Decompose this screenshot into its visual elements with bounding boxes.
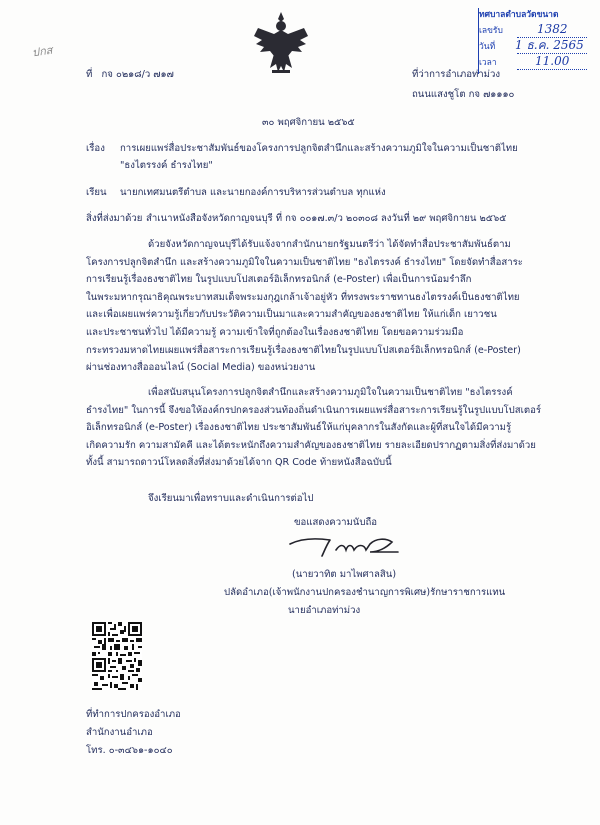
enclosure-label: สิ่งที่ส่งมาด้วย [86, 213, 143, 224]
para1-line: ในพระมหากรุณาธิคุณพระบาทสมเด็จพระมงกุฎเกล้าเจ้าอยู่หัว ที่ทรงพระราชทานธงไตรรงค์เป็นธงชาติไทย [86, 291, 520, 303]
qr-code-icon [92, 622, 142, 690]
ref-line [86, 66, 174, 84]
body-paragraph-2 [86, 384, 544, 472]
footer-tel: โทร. ๐-๓๔๖๑-๑๐๔๐ [86, 745, 173, 756]
handwritten-signature [286, 530, 402, 558]
para2-line: เกิดความรัก ความสามัคคี และได้ตระหนักถึงความสำคัญของธงชาติไทย รายละเอียดปรากฏตามสิ่งที่ส่งมาด้วย [86, 439, 536, 451]
para2-line: ธำรงไทย" ในการนี้ จึงขอให้องค์กรปกครองส่วนท้องถิ่นดำเนินการเผยแพร่สื่อสาระการเรียนรู้ในรูปแบบโปสเตอร์ [86, 404, 542, 416]
ref-number: กจ ๐๒๑๘/ว ๗๑๗ [101, 69, 174, 80]
para1-line: และประชาชนทั่วไป ได้มีความรู้ ความเข้าใจที่ถูกต้องในเรื่องธงชาติไทย โดยขอความร่วมมือ [86, 326, 464, 338]
to-recipients: นายกเทศมนตรีตำบล และนายกองค์การบริหารส่วนตำบล ทุกแห่ง [120, 187, 386, 198]
issuing-office: ที่ว่าการอำเภอท่าม่วง [412, 69, 501, 80]
stamp-agency: ทศบาลตำบลวัดขนาด [479, 10, 559, 20]
footer-office: ที่ทำการปกครองอำเภอ [86, 709, 181, 720]
para1-line: และเพื่อเผยแพร่ความรู้เกี่ยวกับประวัติความเป็นมาและความสำคัญของธงชาติไทย ให้แก่เด็ก เยาวชน [86, 309, 497, 321]
signer-name: (นายวาทิต มาไพศาลสิน) [292, 569, 397, 580]
handwritten-note: ปกส [31, 43, 54, 60]
subject-label: เรื่อง [86, 143, 105, 154]
closing-line: จึงเรียนมาเพื่อทราบและดำเนินการต่อไป [148, 493, 314, 504]
stamp-received-no: 1382 [537, 22, 568, 36]
office-address: ถนนแสงชูโต กจ ๗๑๑๑๐ [412, 89, 515, 100]
stamp-time: 11.00 [535, 54, 570, 68]
stamp-time-label: เวลา [479, 58, 497, 68]
stamp-received-no-label: เลขรับ [479, 26, 503, 36]
regards: ขอแสดงความนับถือ [294, 517, 378, 528]
subject-line-2: "ธงไตรรงค์ ธำรงไทย" [120, 160, 213, 171]
stamp-date-label: วันที่ [479, 42, 496, 52]
para1-line: ด้วยจังหวัดกาญจนบุรีได้รับแจ้งจากสำนักนายกรัฐมนตรีว่า ได้จัดทำสื่อประชาสัมพันธ์ตาม [148, 239, 511, 250]
para1-line: ผ่านช่องทางสื่อออนไลน์ (Social Media) ของหน่วยงาน [86, 362, 316, 374]
letter-date: ๓๐ พฤศจิกายน ๒๕๖๕ [262, 117, 355, 128]
para1-line: โครงการปลูกจิตสำนึก และสร้างความภูมิใจในความเป็นชาติไทย "ธงไตรรงค์ ธำรงไทย" โดยจัดทำสื่อสาระ [86, 256, 523, 268]
para2-line: เพื่อสนับสนุนโครงการปลูกจิตสำนึกและสร้างความภูมิใจในความเป็นชาติไทย "ธงไตรรงค์ [148, 387, 513, 398]
ref-label: ที่ [86, 69, 93, 80]
subject-line-1: การเผยแพร่สื่อประชาสัมพันธ์ของโครงการปลูกจิตสำนึกและสร้างความภูมิใจในความเป็นชาติไทย [120, 143, 518, 154]
body-paragraph-1 [86, 236, 544, 377]
para1-line: กระทรวงมหาดไทยเผยแพร่สื่อสาระการเรียนรู้เรื่องธงชาติไทยในรูปแบบโปสเตอร์อิเล็กทรอนิกส์ (e-Poster) [86, 344, 521, 356]
para1-line: การเรียนรู้เรื่องธงชาติไทย ในรูปแบบโปสเตอร์อิเล็กทรอนิกส์ (e-Poster) เพื่อเป็นการน้อมรำลึก [86, 274, 472, 286]
stamp-date: 1 ธ.ค. 2565 [515, 38, 584, 52]
para2-line: ทั้งนี้ สามารถดาวน์โหลดสิ่งที่ส่งมาด้วยได้จาก QR Code ท้ายหนังสือฉบับนี้ [86, 457, 392, 469]
garuda-emblem-icon [252, 10, 310, 76]
receive-stamp [478, 8, 591, 74]
footer-division: สำนักงานอำเภอ [86, 727, 153, 738]
to-label: เรียน [86, 187, 107, 198]
para2-line: อิเล็กทรอนิกส์ (e-Poster) เรื่องธงชาติไทย ประชาสัมพันธ์ให้แก่บุคลากรในสังกัดและผู้ที่สนใจได้มีความรู้ [86, 422, 512, 434]
enclosure-text: สำเนาหนังสือจังหวัดกาญจนบุรี ที่ กจ ๐๐๑๗.๓/ว ๒๐๓๐๘ ลงวันที่ ๒๙ พฤศจิกายน ๒๕๖๕ [146, 213, 507, 224]
signer-position-1: ปลัดอำเภอ(เจ้าพนักงานปกครองชำนาญการพิเศษ)รักษาราชการแทน [224, 587, 506, 598]
signer-position-2: นายอำเภอท่าม่วง [288, 605, 361, 616]
